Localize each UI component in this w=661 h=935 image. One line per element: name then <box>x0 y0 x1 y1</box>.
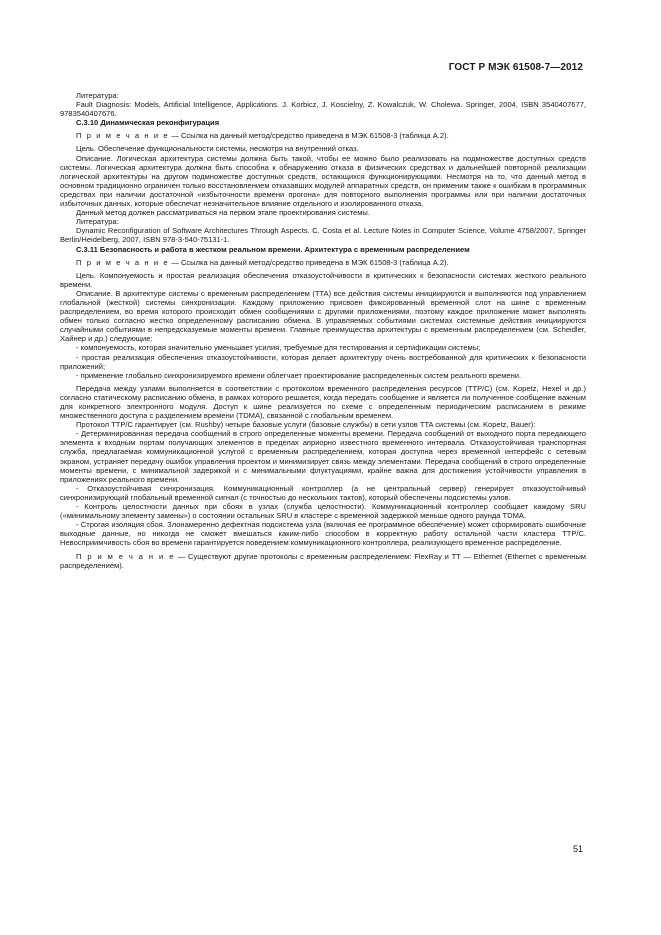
paragraph-description-2: Описание. В архитектуре системы с временным распределением (TTA) все действия системы инициируются и выполняются под управлением глобальной (жесткой) системы синхронизации. Каждому приложению присвоен фиксированный временной слот на шине с временным распределением, во время которого происходит обмен сообщениями с другими приложениями, поэтому каждое приложение может выполнять обмен только согласно жестко определенному расписанию обмена. В управляемых событиями системах системные действия инициируются случайными событиями в непредсказуемые моменты времени. Главные преимущества архитектуры с временным распределением (см. Scheidler, Хайнер и др.) следующие: <box>60 288 586 344</box>
section-heading-c311: C.3.11 Безопасность и работа в жестком реальном времени. Архитектура с временным распределением <box>76 244 470 254</box>
note-text: — Существуют другие протоколы с временным распределением: FlexRay и TT — Ethernet (Ethernet с временным распределением). <box>60 551 586 570</box>
bullet-2: - простая реализация обеспечения отказоустойчивости, которая делает архитектуру очень востребованной для критических к безопасности приложений; <box>60 352 586 371</box>
note-label: П р и м е ч а н и е <box>76 257 170 267</box>
document-header: ГОСТ Р МЭК 61508-7—2012 <box>448 62 583 73</box>
service-3: - Контроль целостности данных при сбоях в узлах (служба целостности). Коммуникационный контроллер сообщает каждому SRU («минимальному элементу замены») о состоянии остальных SRU в кластере с временной задержкой меньше одного раунда TDMA. <box>60 502 586 521</box>
document-body <box>60 91 586 574</box>
bullet-1: - компонуемость, которая значительно уменьшает усилия, требуемые для тестирования и сертификации системы; <box>76 343 481 353</box>
note-label: П р и м е ч а н и е <box>76 551 175 561</box>
note-1 <box>60 131 586 140</box>
service-4: - Строгая изоляция сбоя. Злонамеренно дефектная подсистема узла (включая ее программное обеспечение) может сформировать ошибочные выходные данные, но никогда не сможет вмешаться каким-либо способом в корректную работу остальной части кластера TTP/C. Невосприимчивость сбоя во времени гарантируется поведением коммуникационного контроллера, реализующего временное распределение. <box>60 520 586 548</box>
lit-label-2: Литература: <box>76 217 119 227</box>
note-3 <box>60 552 586 570</box>
paragraph-goal-1: Цель. Обеспечение функциональности системы, несмотря на внутренний отказ. <box>76 144 359 154</box>
note-label: П р и м е ч а н и е <box>76 131 170 141</box>
note-2 <box>60 258 586 267</box>
reference-1: Fault Diagnosis: Models, Artificial Intelligence, Applications. J. Korbicz, J. Koscielny, Z. Kowalczuk, W. Cholewa. Springer, 2004, ISBN 3540407677, 9783540407676. <box>60 100 586 119</box>
note-text: — Ссылка на данный метод/средство приведена в МЭК 61508-3 (таблица А.2). <box>169 257 449 267</box>
paragraph-transfer: Передача между узлами выполняется в соответствии с протоколом временного распределения ресурсов (TTP/C) (см. Kopetz, Hexel и др.) согласно статическому расписанию обмена, в рамках которого решается, когда передать сообщение и является ли полученное сообщение важным для конкретного электронного модуля. Доступ к шине реализуется по схеме с определенным периодическим расписанием в режиме множественного доступа с разделением времени (TDMA), связанной с глобальным временем. <box>60 383 586 421</box>
paragraph-protocol: Протокол TTP/C гарантирует (см. Rushby) четыре базовые услуги (базовые службы) в сети узлов TTA системы (см. Kopetz, Bauer): <box>76 420 536 430</box>
lit-label-1: Литература: <box>76 91 119 100</box>
paragraph-goal-2: Цель. Компонуемость и простая реализация обеспечения отказоустойчивости в критических к безопасности системах жесткого реального времени. <box>60 270 586 289</box>
service-2: - Отказоустойчивая синхронизация. Коммуникационный контроллер (а не центральный сервер) генерирует отказоустойчивый синхронизирующий глобальный временной сигнал (с точностью до нескольких тактов), который обеспечены подсистемы узлов. <box>60 483 586 502</box>
page-number: 51 <box>572 844 583 854</box>
paragraph-description-1: Описание. Логическая архитектура системы должна быть такой, чтобы ее можно было реализовать на подмножестве доступных средств системы. Логическая архитектура должна быть способна к обнаружению отказа в физических средствах и дальнейшей повторной реализации логической архитектуры на другом подмножестве доступных средств, остающихся функционирующими. Несмотря на то, что данный метод в основном традиционно ограничен только восстановлением отказавших модулей аппаратных средств, он применим также к ошибкам в программных средствах при наличии достаточной «избыточности времени прогона» для повторного выполнения программы или при наличии достаточных избыточных данных, которые обеспечат незначительное влияние отдельного и изолированного отказа. <box>60 153 586 209</box>
paragraph-stage: Данный метод должен рассматриваться на первом этапе проектирования системы. <box>76 208 370 218</box>
bullet-3: - применение глобально синхронизируемого времени облегчает проектирование распределенных систем реального времени. <box>76 370 522 380</box>
service-1: - Детерминированная передача сообщений в строго определенные моменты времени. Передача сообщений от выходного порта передающего элемента к входным портам получающих элементов в пределах априорно известного временного интервала. Отказоустойчивая транспортная служба, предлагаемая коммуникационной услугой с временным распределением, которая доступна через временной интерфейс с сетевым экраном, устраняет передачу ошибок управления проектом и минимизирует связь между элементами. Передача сообщений в строго определенные моменты времени, с минимальной задержкой и с минимальными флуктуациями, крайне важна для достижения устойчивости управления в приложениях реального времени. <box>60 429 586 484</box>
reference-2: Dynamic Reconfiguration of Software Architectures Through Aspects. C. Costa et al. Lecture Notes in Computer Science, Volume 4758/2007, Springer Berlin/Heidelberg, 2007, ISBN 978-3-540-75131-1. <box>60 226 586 245</box>
note-text: — Ссылка на данный метод/средство приведена в МЭК 61508-3 (таблица А.2). <box>169 131 449 141</box>
section-heading-c310: C.3.10 Динамическая реконфигурация <box>76 118 220 128</box>
